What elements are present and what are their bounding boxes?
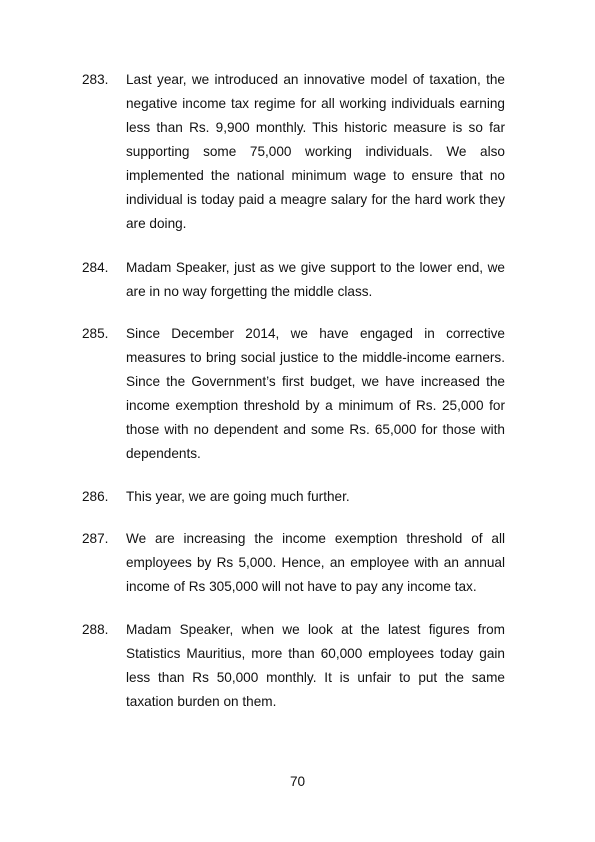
paragraph-number: 287.: [82, 531, 109, 546]
paragraph-number: 288.: [82, 622, 109, 637]
paragraph-284: [82, 256, 506, 304]
paragraph-text: Madam Speaker, when we look at the latest figures from Statistics Mauritius, more than 60,000 employees today gain less than Rs 50,000 monthly. It is unfair to put the same taxation burden on them.: [126, 622, 505, 709]
paragraph-text: We are increasing the income exemption threshold of all employees by Rs 5,000. Hence, an employee with an annual income of Rs 305,000 will not have to pay any income tax.: [126, 531, 505, 594]
paragraph-283: [82, 68, 506, 236]
paragraph-text: This year, we are going much further.: [126, 489, 350, 504]
paragraph-text: Since December 2014, we have engaged in corrective measures to bring social justice to the middle-income earners. Since the Government’s first budget, we have increased the income exemption threshold by a minimum of Rs. 25,000 for those with no dependent and some Rs. 65,000 for those with dependents.: [126, 326, 505, 461]
paragraph-number: 284.: [82, 260, 109, 275]
paragraph-288: [82, 618, 506, 714]
paragraph-number: 283.: [82, 72, 109, 87]
paragraph-text: Last year, we introduced an innovative model of taxation, the negative income tax regime for all working individuals earning less than Rs. 9,900 monthly. This historic measure is so far supporting some 75,000 working individuals. We also implemented the national minimum wage to ensure that no individual is today paid a meagre salary for the hard work they are doing.: [126, 72, 505, 231]
paragraph-287: [82, 527, 506, 599]
paragraph-286: [82, 485, 506, 509]
paragraph-number: 286.: [82, 489, 109, 504]
page-number: 70: [289, 774, 306, 789]
paragraph-number: 285.: [82, 326, 109, 341]
paragraph-285: [82, 322, 506, 466]
paragraph-text: Madam Speaker, just as we give support to the lower end, we are in no way forgetting the middle class.: [126, 260, 505, 299]
